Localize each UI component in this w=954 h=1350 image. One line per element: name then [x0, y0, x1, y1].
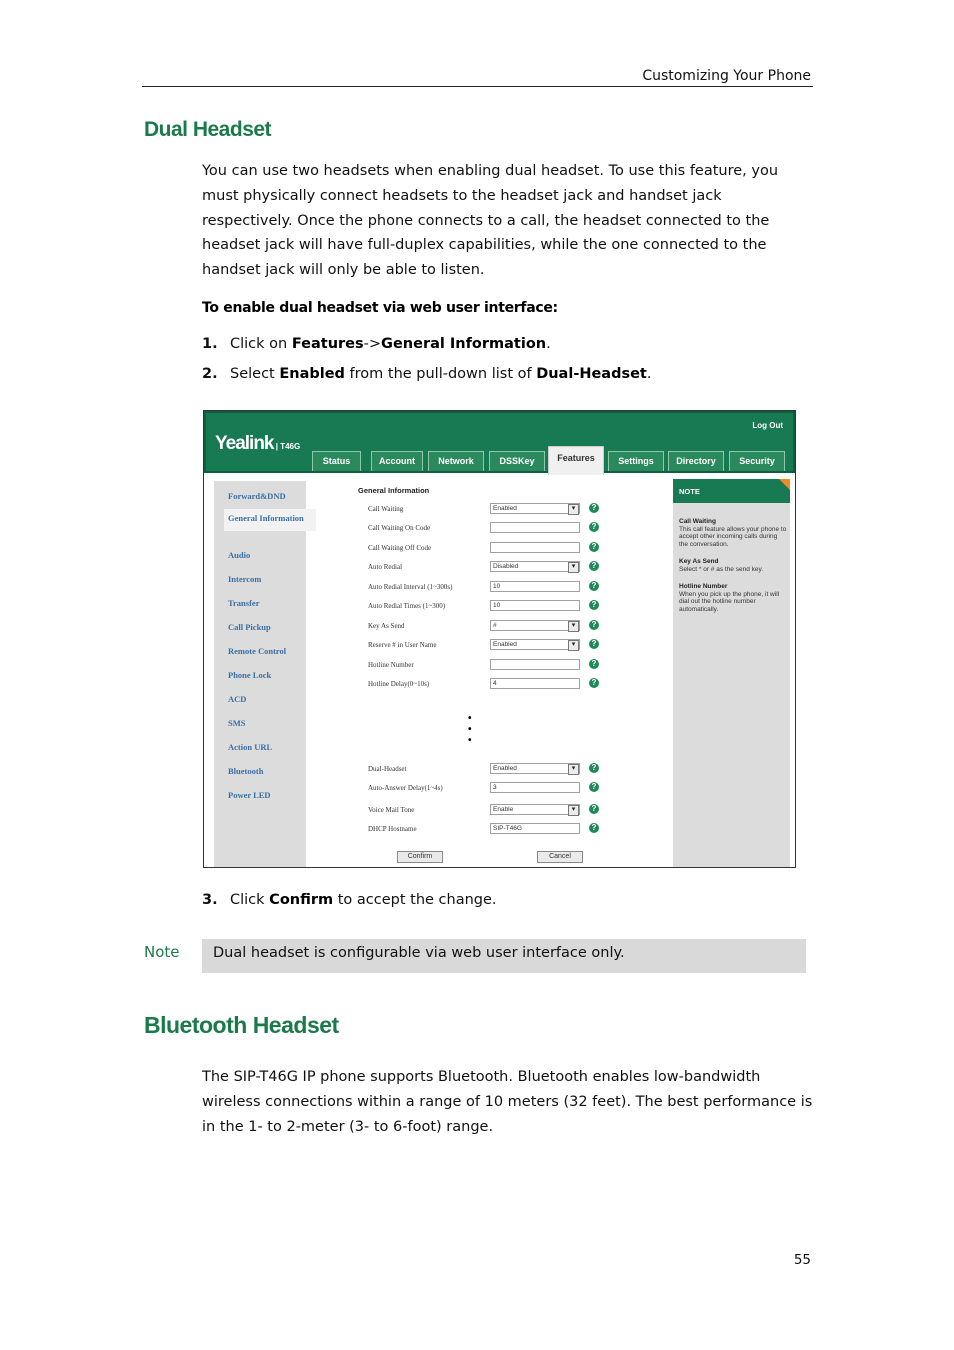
note-item-title: Key As Send — [679, 558, 719, 565]
web-ui-screenshot — [203, 410, 796, 868]
note-item-text: Select * or # as the send key. — [679, 565, 764, 573]
auto-redial-times-input[interactable]: 10 — [490, 600, 580, 611]
auto-redial-select[interactable]: Disabled ▾ — [490, 561, 580, 572]
note-item-text: When you pick up the phone, it will dial out the hotline number automatically. — [679, 590, 780, 613]
step-bold-text: Dual-Headset — [536, 366, 647, 382]
step-text: Select — [230, 366, 280, 382]
dhcp-hostname-input[interactable]: SIP-T46G — [490, 823, 580, 834]
help-icon[interactable]: ? — [589, 659, 599, 669]
note-item-title: Hotline Number — [679, 583, 728, 590]
help-icon[interactable]: ? — [589, 600, 599, 610]
help-icon[interactable]: ? — [589, 503, 599, 513]
tab-settings[interactable]: Settings — [608, 451, 664, 471]
note-pane-body — [679, 515, 787, 613]
note-corner-decoration — [779, 479, 790, 490]
section-title-dual-headset: Dual Headset — [144, 118, 272, 141]
bluetooth-headset-intro: The SIP-T46G IP phone supports Bluetooth. Bluetooth enables low-bandwidth wireless connections within a range of 10 meters (32 feet). The best performance is in the 1- to 2-meter (3- to 6-foot) range. — [202, 1069, 813, 1135]
step-text: -> — [363, 336, 382, 352]
logo-model: | T46G — [273, 442, 301, 451]
tab-directory[interactable]: Directory — [668, 451, 724, 471]
field-label: DHCP Hostname — [368, 825, 417, 833]
help-icon[interactable]: ? — [589, 804, 599, 814]
help-icon[interactable]: ? — [589, 561, 599, 571]
sidebar-item-call-pickup[interactable]: Call Pickup — [228, 622, 271, 632]
help-icon[interactable]: ? — [589, 823, 599, 833]
sidebar-item-bluetooth[interactable]: Bluetooth — [228, 766, 264, 776]
step-number: 2. — [202, 366, 218, 382]
note-pane — [673, 479, 790, 868]
field-label: Auto-Answer Delay(1~4s) — [368, 784, 443, 792]
hotline-delay-input[interactable]: 4 — [490, 678, 580, 689]
step-number: 1. — [202, 336, 218, 352]
tab-dsskey[interactable]: DSSKey — [489, 451, 545, 471]
sidebar-item-audio[interactable]: Audio — [228, 550, 251, 560]
help-icon[interactable]: ? — [589, 620, 599, 630]
logo-model-text: T46G — [280, 442, 301, 451]
step-text: Click — [230, 892, 270, 908]
auto-redial-interval-input[interactable]: 10 — [490, 581, 580, 592]
step-1 — [202, 336, 551, 352]
step-number: 3. — [202, 892, 218, 908]
field-label: Auto Redial Interval (1~300s) — [368, 583, 453, 591]
sidebar-item-acd[interactable]: ACD — [228, 694, 247, 704]
logout-link[interactable]: Log Out — [752, 421, 783, 430]
cancel-button[interactable]: Cancel — [537, 851, 583, 863]
step-text: . — [646, 366, 652, 382]
call-waiting-on-code-input[interactable] — [490, 522, 580, 533]
web-ui-top-bar — [204, 411, 795, 473]
logo-text: Yealink — [215, 433, 274, 454]
sidebar-item-power-led[interactable]: Power LED — [228, 790, 271, 800]
note-label: Note — [144, 943, 180, 961]
tab-network[interactable]: Network — [428, 451, 484, 471]
sidebar-item-phone-lock[interactable]: Phone Lock — [228, 670, 272, 680]
help-icon[interactable]: ? — [589, 542, 599, 552]
note-item-text: This call feature allows your phone to accept other incoming calls during the conversation. — [679, 525, 787, 548]
section-title-bluetooth-headset: Bluetooth Headset — [144, 1012, 339, 1038]
field-label: Key As Send — [368, 622, 405, 630]
field-label: Hotline Delay(0~10s) — [368, 680, 430, 688]
note-box: Dual headset is configurable via web user interface only. — [202, 939, 806, 973]
field-label: Voice Mail Tone — [368, 806, 415, 814]
help-icon[interactable]: ? — [589, 763, 599, 773]
note-pane-title: NOTE — [673, 479, 790, 503]
confirm-button[interactable]: Confirm — [397, 851, 443, 863]
note-item-title: Call Waiting — [679, 518, 716, 525]
step-bold-text: Confirm — [269, 892, 334, 908]
yealink-logo — [215, 433, 300, 455]
field-label: Auto Redial Times (1~300) — [368, 602, 446, 610]
help-icon[interactable]: ? — [589, 678, 599, 688]
step-2 — [202, 366, 651, 382]
auto-answer-delay-input[interactable]: 3 — [490, 782, 580, 793]
field-label: Call Waiting — [368, 505, 404, 513]
form-title: General Information — [358, 486, 430, 495]
running-header: Customizing Your Phone — [642, 68, 811, 84]
step-bold-text: Enabled — [279, 366, 345, 382]
sidebar-item-sms[interactable]: SMS — [228, 718, 246, 728]
reserve-hash-select[interactable]: Enabled ▾ — [490, 639, 580, 650]
web-ui-sidebar — [214, 481, 306, 868]
sidebar-item-intercom[interactable]: Intercom — [228, 574, 262, 584]
procedure-title: To enable dual headset via web user interface: — [202, 300, 558, 316]
sidebar-item-general-information[interactable]: General Information — [224, 509, 316, 531]
help-icon[interactable]: ? — [589, 782, 599, 792]
page-number: 55 — [793, 1252, 811, 1268]
field-label: Call Waiting Off Code — [368, 544, 432, 552]
field-label: Reserve # in User Name — [368, 641, 437, 649]
tab-features[interactable]: Features — [548, 446, 604, 475]
field-label: Hotline Number — [368, 661, 414, 669]
step-3 — [202, 892, 497, 908]
step-text: Click on — [230, 336, 292, 352]
tab-status[interactable]: Status — [312, 451, 361, 471]
key-as-send-select[interactable]: # ▾ — [490, 620, 580, 631]
step-bold-text: Features — [291, 336, 364, 352]
help-icon[interactable]: ? — [589, 581, 599, 591]
sidebar-item-action-url[interactable]: Action URL — [228, 742, 273, 752]
sidebar-item-forward-dnd[interactable]: Forward&DND — [228, 491, 286, 501]
header-rule — [142, 86, 813, 87]
ellipsis-dots: • • • — [468, 713, 472, 746]
sidebar-item-remote-control[interactable]: Remote Control — [228, 646, 287, 656]
call-waiting-off-code-input[interactable] — [490, 542, 580, 553]
voice-mail-tone-select[interactable]: Enable ▾ — [490, 804, 580, 815]
field-label: Auto Redial — [368, 563, 403, 571]
dual-headset-select[interactable]: Enabled ▾ — [490, 763, 580, 774]
step-text: . — [546, 336, 551, 352]
sidebar-item-transfer[interactable]: Transfer — [228, 598, 260, 608]
step-text: to accept the change. — [333, 892, 497, 908]
step-text: from the pull-down list of — [344, 366, 537, 382]
field-label: Call Waiting On Code — [368, 524, 431, 532]
tab-account[interactable]: Account — [371, 451, 423, 471]
hotline-number-input[interactable] — [490, 659, 580, 670]
step-bold-text: General Information — [381, 336, 547, 352]
call-waiting-select[interactable]: Enabled ▾ — [490, 503, 580, 514]
tab-security[interactable]: Security — [729, 451, 785, 471]
dual-headset-intro: You can use two headsets when enabling dual headset. To use this feature, you must physically connect headsets to the headset jack and handset jack respectively. Once the phone connects to a call, the headset connected to the headset jack will have full-duplex capabilities, while the one connected to the handset jack will only be able to listen. — [202, 163, 779, 279]
help-icon[interactable]: ? — [589, 639, 599, 649]
field-label: Dual-Headset — [368, 765, 407, 773]
help-icon[interactable]: ? — [589, 522, 599, 532]
